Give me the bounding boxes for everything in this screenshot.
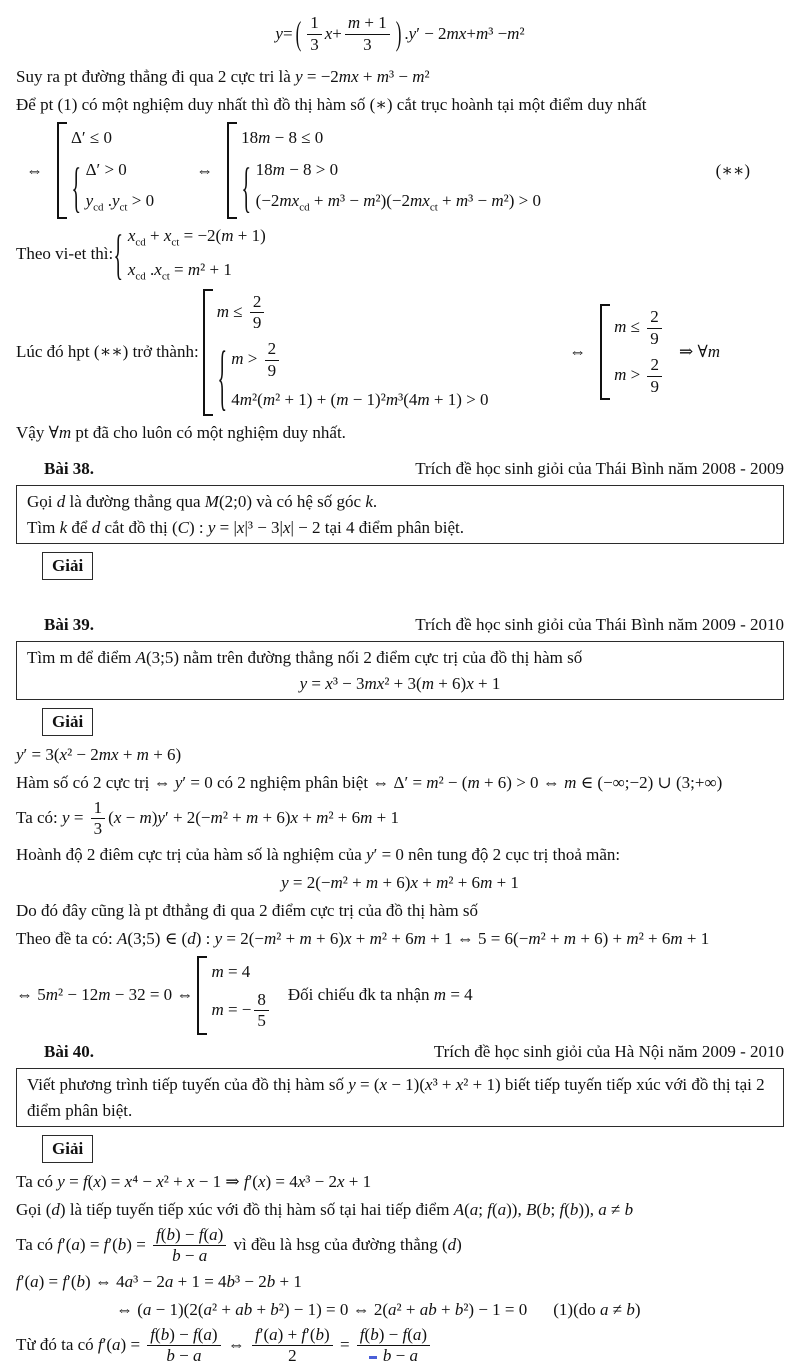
sol39-line7: Theo đề ta có: A(3;5) ∈ (d) : y = 2(−m² + m + 6)x + m² + 6m + 1 ⇔ 5 = 6(−m² + m + 6) + m² + 6m + 1 (16, 928, 710, 948)
sol39-line3: Ta có: y = $\frac{1}{3}$ (x − m)y′ + 2(−m² + m + 6)x + m² + 6m + 1 (16, 797, 400, 839)
section-gap (16, 584, 784, 602)
sol39-line4: Hoành độ 2 điêm cực trị của hàm số là nghiệm của y′ = 0 nên tung độ 2 cục trị thoả mãn: (16, 844, 621, 864)
viet-case1: $x_{cd} + x_{ct} = -2(m + 1)$ (127, 225, 266, 249)
sol39-line5: y = 2(−m² + m + 6)x + m² + 6m + 1 (281, 872, 519, 892)
sol39-m-eq-post: Đối chiếu đk ta nhận m = 4 (287, 985, 473, 1005)
hpt-label: Lúc đó hpt (∗∗) trở thành: (16, 342, 199, 362)
exercise-39-number: Bài 39. (44, 614, 95, 634)
curly-brace: { (71, 154, 82, 218)
sol39-m-root2: m = − $\frac{8}{5}$ (211, 990, 271, 1032)
exercise-39-source: Trích đề học sinh giỏi của Thái Bình năm 2009 - 2010 (415, 614, 784, 634)
viet-case2: $x_{cd}$ $.x_{ct} = m^2 + 1$ (127, 259, 232, 283)
system2-case1: 18m − 8 > 0 (255, 159, 339, 179)
formula-line-top: y = ( $\frac{1}{3}$ x + $\frac{m + 1}{3}$ ) . y ′ − 2 mx + m ³ − m ² (275, 13, 525, 54)
viet-cases (113, 223, 265, 285)
hpt-result-row1: m ≤ $\frac{2}{9}$ (614, 307, 665, 349)
hpt-row (16, 289, 784, 416)
exercise-40-problem-box (16, 1068, 784, 1127)
exercise-40-source: Trích đề học sinh giỏi của Hà Nội năm 2009 - 2010 (433, 1041, 784, 1061)
hpt-cases (217, 334, 489, 418)
text-line-suy-ra: Suy ra pt đường thẳng đi qua 2 cực tri là y = −2mx + m³ − m² (16, 67, 430, 86)
exercise-38-number: Bài 38. (44, 458, 95, 478)
hpt-result-bracket (600, 304, 669, 400)
iff-symbol: ⇔ (569, 342, 587, 362)
hpt-row1: m ≤ $\frac{2}{9}$ (217, 292, 268, 334)
equivalence-systems-row (16, 122, 784, 219)
sol39-line1: y′ = 3(x² − 2mx + m + 6) (16, 744, 182, 764)
sol40-line6: Từ đó ta có f′(a) = $\frac{f(b) - f(a)}{b - a}$ ⇔ $\frac{f'(a) + f'(b)}{2}$ = $\frac{f(b) - f(a)}{b - a}$ (16, 1325, 784, 1366)
sol39-m-eq-pre: ⇔ 5m² − 12m − 32 = 0 ⇔ (16, 985, 194, 1005)
giai-label-39: Giải (42, 708, 93, 736)
exercise-38-problem-line1: Gọi d là đường thẳng qua M(2;0) và có hệ số góc k. (27, 492, 378, 512)
giai-label-40: Giải (42, 1135, 93, 1163)
system1-case2: $y_{cd}$ $.y_{ct} > 0$ (85, 191, 155, 214)
viet-label: Theo vi-et thì: (16, 244, 114, 264)
system2-case2: $(-2mx_{cd} + m^3 - m^2)(-2mx_{ct} + m^3 - m^2) > 0$ (255, 191, 541, 214)
hpt-case1: m > $\frac{2}{9}$ (231, 339, 282, 381)
exercise-40-header (16, 1039, 784, 1065)
system1-row1: Δ′ ≤ 0 (71, 128, 112, 147)
hpt-result (559, 304, 784, 400)
curly-brace: { (113, 222, 124, 286)
sol40-line3: Ta có f′(a) = f′(b) = $\frac{f(b) - f(a)}{b - a}$ vì đều là hsg của đường thẳng (d) (16, 1224, 462, 1266)
exercise-38-problem-line2: Tìm k để d cắt đồ thị (C) : y = |x|³ − 3|x| − 2 tại 4 điểm phân biệt. (27, 517, 464, 537)
curly-brace: { (241, 154, 252, 218)
exercise-39-problem-box (16, 641, 784, 700)
system2-cases (241, 154, 541, 218)
exercise-38-source: Trích đề học sinh giỏi của Thái Bình năm 2008 - 2009 (415, 458, 784, 478)
exercise-40-problem-text: Viết phương trình tiếp tuyến của đồ thị hàm số y = (x − 1)(x³ + x² + 1) biết tiếp tuyến tiếp xúc với đồ thị tại 2 điểm phân biệt. (27, 1075, 765, 1120)
curly-brace: { (217, 334, 227, 418)
exercise-38-header (16, 456, 784, 482)
exercise-39-header (16, 612, 784, 638)
viet-row (16, 223, 784, 285)
double-star-label: (∗∗) (715, 160, 750, 180)
system2-row1: 18m − 8 ≤ 0 (241, 128, 324, 147)
sol40-line5: ⇔ (a − 1)(2(a² + ab + b²) − 1) = 0 ⇔ 2(a² + ab + b²) − 1 = 0 (1)(do a ≠ b) (116, 1299, 641, 1319)
sol39-m-bracket (197, 956, 275, 1035)
exercise-40-number: Bài 40. (44, 1041, 95, 1061)
hpt-result-row2: m > $\frac{2}{9}$ (614, 355, 665, 397)
exercise-38-problem-box (16, 485, 784, 544)
sol40-line4: f′(a) = f′(b) ⇔ 4a³ − 2a + 1 = 4b³ − 2b + 1 (16, 1271, 302, 1291)
bracket-system-1 (57, 122, 158, 219)
exercise-39-problem-line1: Tìm m để điểm A(3;5) nằm trên đường thẳng nối 2 điểm cực trị của đồ thị hàm số (27, 648, 583, 668)
hpt-case2: 4m²(m² + 1) + (m − 1)²m³(4m + 1) > 0 (231, 390, 489, 410)
system1-case1: Δ′ > 0 (85, 159, 127, 179)
text-line-vay: Vậy ∀m pt đã cho luôn có một nghiệm duy nhất. (16, 422, 346, 442)
text-line-de-pt: Để pt (1) có một nghiệm duy nhất thì đồ thị hàm số (∗) cắt trục hoành tại một điểm duy nhất (16, 95, 647, 114)
sol39-m-solutions-row (16, 956, 784, 1035)
iff-symbol: ⇔ (196, 160, 214, 180)
sol39-m-root1: m = 4 (211, 961, 251, 981)
hpt-bracket (203, 289, 493, 416)
sol40-line2: Gọi (d) là tiếp tuyến tiếp xúc với đồ thị hàm số tại hai tiếp điểm A(a; f(a)), B(b; f(b)), a ≠ b (16, 1199, 634, 1219)
sol39-line6: Do đó đây cũng là pt đthẳng đi qua 2 điểm cực trị của đồ thị hàm số (16, 900, 478, 920)
sol40-line1: Ta có y = f(x) = x⁴ − x² + x − 1 ⇒ f′(x) = 4x³ − 2x + 1 (16, 1171, 372, 1191)
iff-symbol: ⇔ (26, 160, 43, 180)
sol39-line2: Hàm số có 2 cực trị ⇔ y′ = 0 có 2 nghiệm phân biệt ⇔ Δ′ = m² − (m + 6) > 0 ⇔ m ∈ (−∞;−2) ∪ (3;+∞) (16, 772, 723, 792)
giai-label-38: Giải (42, 552, 93, 580)
hpt-conclusion: ⇒ ∀m (678, 342, 720, 362)
exercise-39-problem-formula: y = x³ − 3mx² + 3(m + 6)x + 1 (299, 673, 501, 693)
bracket-system-2 (227, 122, 545, 219)
system1-cases (71, 154, 155, 218)
